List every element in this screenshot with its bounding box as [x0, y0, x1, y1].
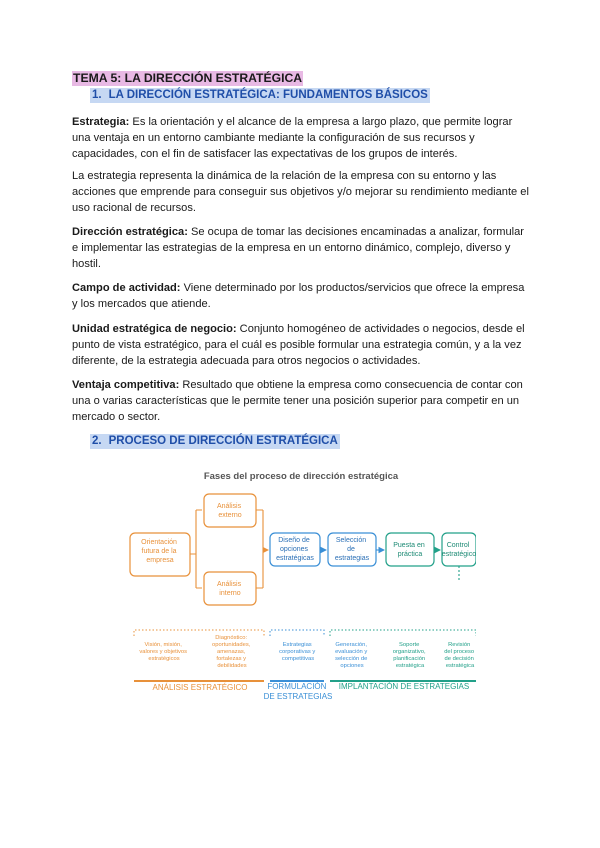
term: Estrategia:: [72, 116, 130, 128]
definition: Resultado que obtiene la empresa como consecuencia de contar con una o varias características que le permite tener una posición superior para competir en un mercado o sector.: [72, 379, 523, 423]
box-analisis-externo: [204, 494, 256, 527]
phase-formulacion: FORMULACIÓN DE ESTRATEGIAS: [263, 682, 333, 701]
note-vision: Visión, misión, valores y objetivos estratégicos: [139, 642, 188, 662]
label: empresa: [146, 557, 174, 564]
label: Control: [446, 542, 470, 549]
term: Ventaja competitiva:: [72, 379, 180, 391]
section-1-number: 1.: [92, 89, 102, 101]
note-soporte: Soporte organizativo, planificación estratégica: [392, 642, 426, 669]
definition: Conjunto homogéneo de actividades o negocios, desde el punto de vista estratégico, para el cuál es posible formular una estrategia común, y a la vez diferente, de la estrategia adecuada para otros negocios o actividades.: [72, 323, 525, 367]
label: externo: [218, 512, 242, 519]
svg-text:Diseño de opciones: [276, 537, 314, 562]
note-estrategias: Estrategias corporativas y competitivas: [279, 642, 316, 662]
definition: Viene determinado por los productos/servicios que ofrece la empresa y los mercados que atiende.: [72, 282, 525, 310]
note-generacion: Generación, evaluación y selección de opciones: [335, 642, 368, 669]
label: estratégico: [441, 551, 476, 558]
label: Selección: [335, 537, 367, 544]
label: práctica: [397, 551, 423, 558]
process-diagram: [126, 462, 476, 702]
label: Análisis: [216, 503, 242, 510]
box-diseno: [270, 533, 320, 566]
label: Diseño de: [278, 537, 310, 544]
svg-text:Orientación futura de la: [141, 539, 179, 564]
page-title: TEMA 5: LA DIRECCIÓN ESTRATÉGICA: [73, 71, 303, 85]
paragraph-dinamica: [72, 168, 530, 216]
section-2-number: 2.: [92, 435, 102, 447]
label: futura de la: [141, 548, 177, 555]
label: Orientación: [141, 539, 177, 546]
term: Campo de actividad:: [72, 282, 181, 294]
label: Puesta en: [393, 542, 425, 549]
box-control: [442, 533, 476, 566]
label: estrategias: [334, 555, 370, 562]
notes-bracket: [134, 630, 476, 636]
label: opciones: [280, 546, 309, 553]
box-puesta: [386, 533, 434, 566]
paragraph-campo-actividad: [72, 280, 530, 312]
section-2-heading: [90, 434, 340, 449]
section-2-title: PROCESO DE DIRECCIÓN ESTRATÉGICA: [108, 435, 338, 447]
section-1-title: LA DIRECCIÓN ESTRATÉGICA: FUNDAMENTOS BÁSICOS: [108, 89, 428, 101]
phase-analisis: ANÁLISIS ESTRATÉGICO: [152, 683, 248, 692]
definition: La estrategia representa la dinámica de la relación de la empresa con su entorno y las acciones que emprende para conseguir sus objetivos y/o mejorar su rendimiento mediante el uso racional de recursos.: [72, 170, 529, 214]
box-analisis-interno: [204, 572, 256, 605]
definition: Se ocupa de tomar las decisiones encaminadas a analizar, formular e implementar las estrategias de la empresa en un entorno dinámico, complejo, diverso y hostil.: [72, 226, 525, 270]
paragraph-direccion-estrategica: [72, 224, 530, 272]
section-1-heading: [90, 88, 430, 103]
box-seleccion: [328, 533, 376, 566]
term: Dirección estratégica:: [72, 226, 188, 238]
label: estratégicas: [276, 555, 314, 562]
paragraph-estrategia: [72, 114, 530, 162]
term: Unidad estratégica de negocio:: [72, 323, 237, 335]
definition: Es la orientación y el alcance de la empresa a largo plazo, que permite lograr una ventaja en un entorno cambiante mediante la configuración de sus recursos y capacidades, con el fin de satisfacer las expectativas de los grupos de interés.: [72, 116, 513, 160]
paragraph-ventaja-competitiva: [72, 377, 530, 425]
box-orientacion: [130, 533, 190, 576]
label: Análisis: [216, 581, 242, 588]
phase-implantacion: IMPLANTACIÓN DE ESTRATEGIAS: [338, 682, 470, 691]
label: de: [347, 546, 355, 553]
paragraph-unidad-estrategica: [72, 321, 530, 369]
figure-title: Fases del proceso de dirección estratégica: [203, 471, 399, 482]
label: interno: [219, 590, 241, 597]
note-diagnostico: Diagnóstico: oportunidades, amenazas, fortalezas y debilidades: [212, 635, 251, 669]
note-revision: Revisión del proceso de decisión estratégica: [444, 642, 475, 669]
